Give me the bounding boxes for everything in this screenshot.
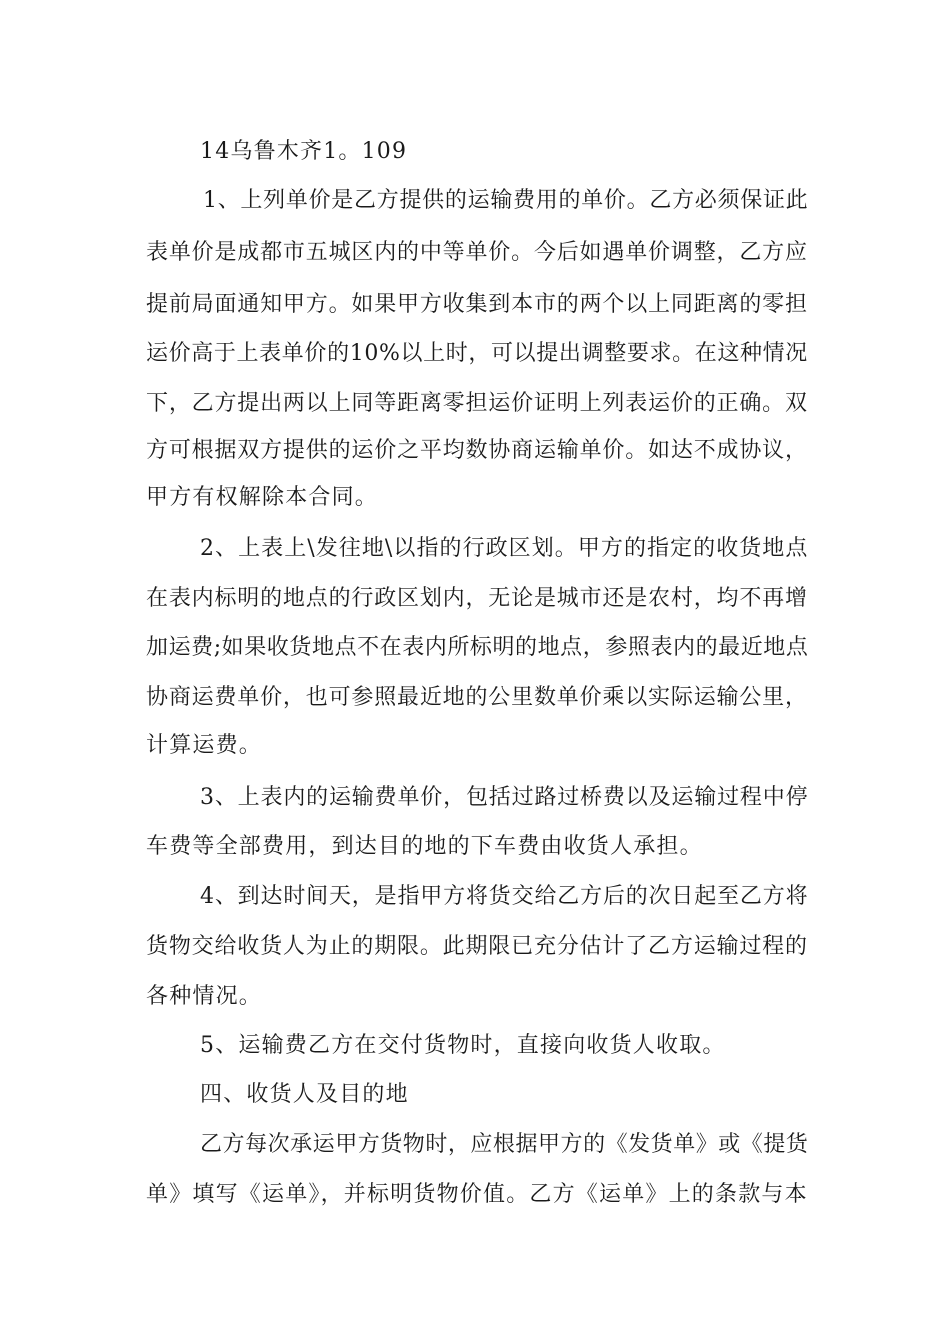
text-line: 在表内标明的地点的行政区划内，无论是城市还是农村，均不再增	[146, 586, 808, 611]
text-line: 下，乙方提出两以上同等距离零担运价证明上列表运价的正确。双	[146, 391, 808, 416]
text-line: 协商运费单价，也可参照最近地的公里数单价乘以实际运输公里，	[146, 685, 808, 710]
text-line: 车费等全部费用，到达目的地的下车费由收货人承担。	[146, 834, 703, 859]
text-line: 甲方有权解除本合同。	[146, 485, 379, 510]
text-line: 1、上列单价是乙方提供的运输费用的单价。乙方必须保证此	[203, 188, 809, 213]
text-line: 14乌鲁木齐1。109	[200, 139, 408, 164]
section-heading: 四、收货人及目的地	[200, 1082, 409, 1107]
text-line: 运价高于上表单价的10%以上时，可以提出调整要求。在这种情况	[146, 341, 808, 366]
text-line: 5、运输费乙方在交付货物时，直接向收货人收取。	[200, 1033, 726, 1058]
text-line: 方可根据双方提供的运价之平均数协商运输单价。如达不成协议，	[146, 438, 808, 463]
text-line: 计算运费。	[146, 733, 263, 758]
text-line: 4、到达时间天，是指甲方将货交给乙方后的次日起至乙方将	[200, 884, 809, 909]
text-line: 乙方每次承运甲方货物时，应根据甲方的《发货单》或《提货	[200, 1132, 809, 1157]
text-line: 各种情况。	[146, 984, 263, 1009]
text-line: 单》填写《运单》，并标明货物价值。乙方《运单》上的条款与本	[146, 1182, 808, 1207]
text-line: 3、上表内的运输费单价，包括过路过桥费以及运输过程中停	[200, 785, 809, 810]
text-line: 2、上表上\发往地\以指的行政区划。甲方的指定的收货地点	[200, 536, 809, 561]
text-line: 货物交给收货人为止的期限。此期限已充分估计了乙方运输过程的	[146, 934, 808, 959]
text-line: 加运费;如果收货地点不在表内所标明的地点，参照表内的最近地点	[146, 635, 809, 660]
text-line: 提前局面通知甲方。如果甲方收集到本市的两个以上同距离的零担	[146, 292, 808, 317]
text-line: 表单价是成都市五城区内的中等单价。今后如遇单价调整，乙方应	[146, 240, 808, 265]
